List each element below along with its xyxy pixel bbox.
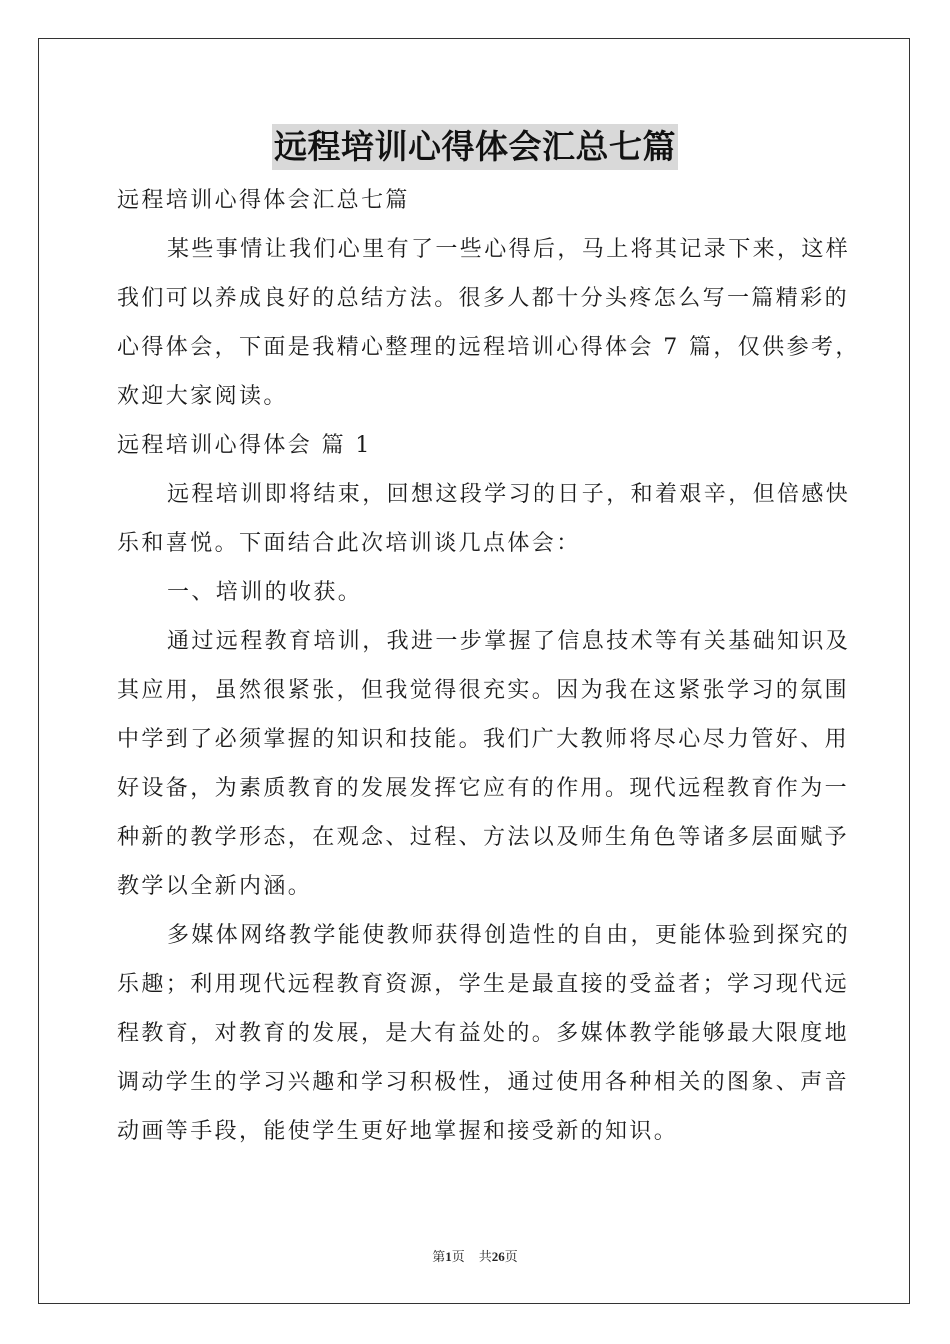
text-line: 心得体会，下面是我精心整理的远程培训心得体会 7 篇，仅供参考， [117, 335, 860, 360]
text-line: 一、培训的收获。 [167, 580, 363, 605]
page-number: 1 [445, 1249, 452, 1264]
page-footer [0, 1246, 950, 1265]
text-line: 程教育，对教育的发展，是大有益处的。多媒体教学能够最大限度地 [117, 1021, 850, 1046]
text-line: 多媒体网络教学能使教师获得创造性的自由，更能体验到探究的 [167, 923, 851, 948]
text-line: 动画等手段，能使学生更好地掌握和接受新的知识。 [117, 1119, 679, 1144]
total-prefix: 共 [478, 1249, 492, 1264]
text-line: 乐和喜悦。下面结合此次培训谈几点体会： [117, 531, 581, 556]
title-container [0, 124, 950, 170]
page-suffix: 页 [451, 1249, 465, 1264]
text-line: 远程培训即将结束，回想这段学习的日子，和着艰辛，但倍感快 [167, 482, 851, 507]
text-line: 其应用，虽然很紧张，但我觉得很充实。因为我在这紧张学习的氛围 [117, 678, 850, 703]
text-line: 中学到了必须掌握的知识和技能。我们广大教师将尽心尽力管好、用 [117, 727, 850, 752]
document-title: 远程培训心得体会汇总七篇 [272, 124, 678, 170]
text-line: 欢迎大家阅读。 [117, 384, 288, 409]
total-suffix: 页 [504, 1249, 518, 1264]
text-line: 好设备，为素质教育的发展发挥它应有的作用。现代远程教育作为一 [117, 776, 850, 801]
text-line: 某些事情让我们心里有了一些心得后，马上将其记录下来，这样 [167, 237, 851, 262]
text-line: 我们可以养成良好的总结方法。很多人都十分头疼怎么写一篇精彩的 [117, 286, 850, 311]
text-line: 调动学生的学习兴趣和学习积极性，通过使用各种相关的图象、声音 [117, 1070, 850, 1095]
text-line: 乐趣；利用现代远程教育资源，学生是最直接的受益者；学习现代远 [117, 972, 850, 997]
text-line: 教学以全新内涵。 [117, 874, 313, 899]
text-line: 通过远程教育培训，我进一步掌握了信息技术等有关基础知识及 [167, 629, 851, 654]
text-line: 种新的教学形态，在观念、过程、方法以及师生角色等诸多层面赋予 [117, 825, 850, 850]
total-pages: 26 [491, 1249, 505, 1264]
text-line: 远程培训心得体会汇总七篇 [117, 188, 410, 213]
page-prefix: 第 [432, 1249, 446, 1264]
text-line: 远程培训心得体会 篇 1 [117, 433, 372, 458]
document-body [117, 176, 860, 1156]
